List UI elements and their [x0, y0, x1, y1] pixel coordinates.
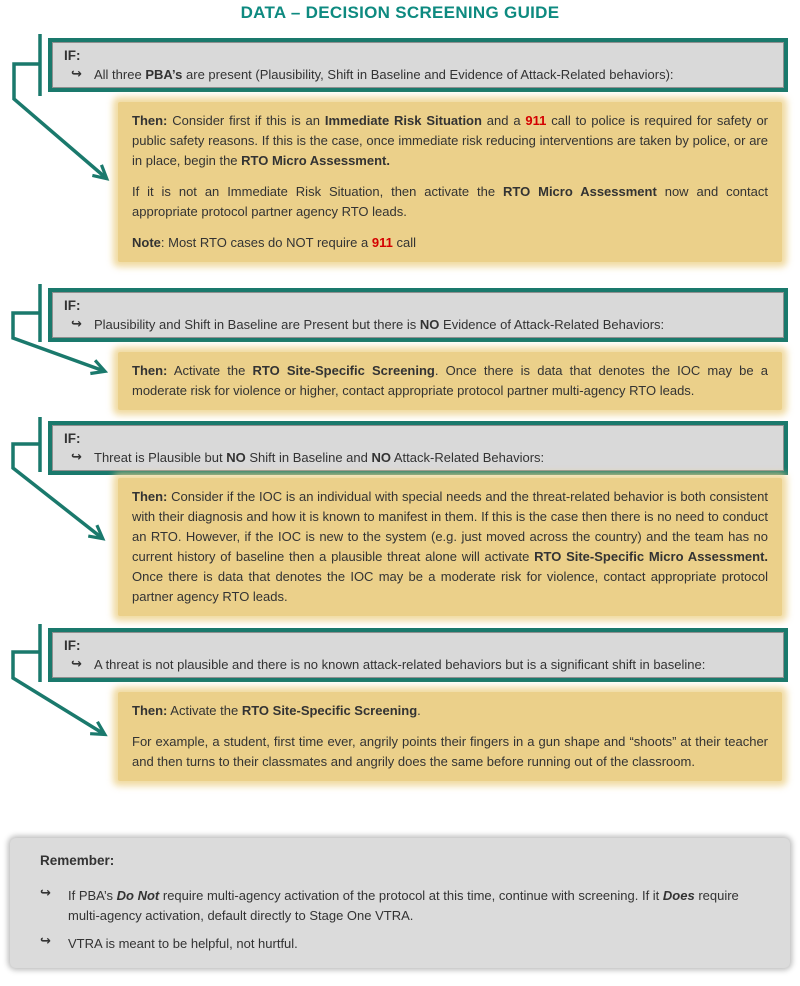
- then-paragraph: Then: Consider if the IOC is an individual with special needs and the threat-related behavior is both consistent with their diagnosis and how it is known to manifest in them. If this is the case then there is no need to conduct an RTO. However, if the IOC is new to the system (e.g. just moved across the country) and the team has no current history of baseline then a plausible threat alone will activate RTO Site-Specific Micro Assessment. Once there is data that denotes the IOC may be a moderate risk for violence, contact appropriate protocol partner agency RTO leads.: [132, 489, 769, 604]
- hook-arrow-bullet-icon: ↪: [40, 886, 51, 901]
- if-box-3: [48, 421, 788, 475]
- then-paragraph: Note: Most RTO cases do NOT require a 911 call: [132, 235, 416, 250]
- remember-list: [40, 886, 760, 954]
- remember-item: [40, 886, 760, 926]
- then-block-1: [118, 102, 782, 262]
- hook-arrow-bullet-icon: ↪: [71, 657, 82, 672]
- hook-arrow-bullet-icon: ↪: [71, 67, 82, 82]
- remember-label: Remember:: [40, 853, 115, 868]
- then-block-4: [118, 692, 782, 781]
- remember-item-text: VTRA is meant to be helpful, not hurtful.: [68, 936, 298, 951]
- then-paragraph: If it is not an Immediate Risk Situation, then activate the RTO Micro Assessment now and contact appropriate protocol partner agency RTO leads.: [132, 184, 768, 219]
- if-box-1: [48, 38, 788, 92]
- if-box-2: [48, 288, 788, 342]
- if-condition-text: Threat is Plausible but NO Shift in Baseline and NO Attack-Related Behaviors:: [94, 450, 545, 465]
- remember-item: [40, 934, 760, 954]
- remember-item-text: If PBA’s Do Not require multi-agency activation of the protocol at this time, continue with screening. If it Does require multi-agency activation, default directly to Stage One VTRA.: [68, 888, 739, 923]
- if-label: IF:: [64, 638, 81, 653]
- hook-arrow-bullet-icon: ↪: [71, 317, 82, 332]
- if-condition-text: A threat is not plausible and there is no known attack-related behaviors but is a significant shift in baseline:: [94, 657, 706, 672]
- if-label: IF:: [64, 298, 81, 313]
- then-block-3: [118, 478, 782, 616]
- then-paragraph: Then: Activate the RTO Site-Specific Screening. Once there is data that denotes the IOC may be a moderate risk for violence or higher, contact appropriate protocol partner multi-agency RTO leads.: [132, 363, 768, 398]
- then-paragraph: For example, a student, first time ever, angrily points their fingers in a gun shape and “shoots” at their teacher and then turns to their classmates and angrily does the same before running out of the classroom.: [132, 734, 768, 769]
- then-paragraph: Then: Consider first if this is an Immediate Risk Situation and a 911 call to police is required for safety or public safety reasons. If this is the case, once immediate risk reducing interventions are taken by police, or are in place, begin the RTO Micro Assessment.: [132, 113, 769, 168]
- if-label: IF:: [64, 431, 81, 446]
- then-paragraph: Then: Activate the RTO Site-Specific Screening.: [132, 703, 421, 718]
- remember-box: [10, 838, 790, 968]
- if-label: IF:: [64, 48, 81, 63]
- if-condition-text: Plausibility and Shift in Baseline are Present but there is NO Evidence of Attack-Related Behaviors:: [94, 317, 665, 332]
- if-box-4: [48, 628, 788, 682]
- hook-arrow-bullet-icon: ↪: [71, 450, 82, 465]
- hook-arrow-bullet-icon: ↪: [40, 934, 51, 949]
- if-condition-text: All three PBA’s are present (Plausibility, Shift in Baseline and Evidence of Attack-Related behaviors):: [94, 67, 674, 82]
- then-block-2: [118, 352, 782, 410]
- page-title: DATA – DECISION SCREENING GUIDE: [240, 3, 560, 22]
